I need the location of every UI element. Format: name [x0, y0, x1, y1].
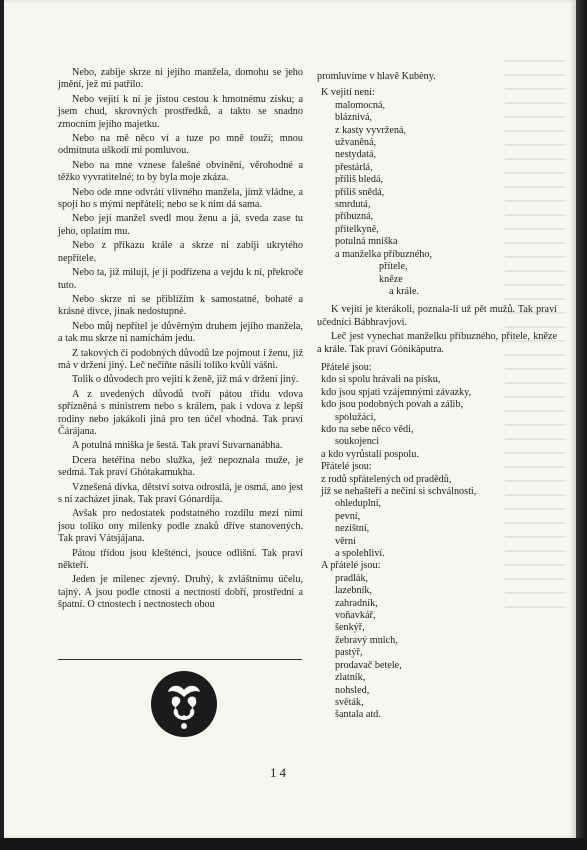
paragraph: Nebo vejití k ní je jistou cestou k hmotnému zisku; a jsem chud, skrovných prostředků, a takto se snadno zmocním jejího majetku. [58, 93, 303, 130]
list-item: a manželka příbuzného, [335, 248, 433, 260]
list-item: již se nehašteří a nečiní si schválnosti, [321, 486, 477, 497]
list-item: kdo na sebe něco vědí, [321, 423, 414, 435]
list-heading: A přátelé jsou: [321, 560, 381, 572]
list-item: smrdutá, [335, 199, 371, 211]
list-item: spolužáci, [335, 411, 377, 423]
list-item: příliš bledá, [335, 174, 384, 186]
list-item: nezištní, [335, 523, 370, 535]
list-item: a krále. [389, 285, 419, 297]
paragraph: Leč jest vynechat manželku příbuzného, přítele, kněze a krále. Tak praví Gónikáputra. [317, 331, 557, 355]
paragraph: Nebo z příkazu krále a skrze ni zabiji ukrytého nepřítele. [58, 240, 303, 264]
paragraph: Tolik o důvodech pro vejití k ženě, již má v držení jiný. [72, 374, 299, 386]
list-item: kněze [379, 273, 403, 285]
list-item: kdo si spolu hrávali na písku, [321, 374, 441, 386]
list-item: kdo jsou podobných povah a zálib, [321, 399, 464, 411]
paragraph: Dcera hetéřina nebo služka, jež nepoznala muže, je sedmá. Tak praví Ghótakamukha. [58, 454, 303, 479]
list-item: a spolehliví. [335, 548, 385, 560]
paragraph: Nebo její manžel svedl mou ženu a já, sveda zase tu jeho, oplatím mu. [58, 213, 303, 237]
paragraph: Nebo na mě něco ví a tuze po mně touží; mnou odmítnuta uškodí mi pomluvou. [58, 133, 303, 157]
list-item: šantala atd. [335, 709, 381, 721]
paragraph: Jeden je milenec zjevný. Druhý, k zvláštnímu účelu, tajný. A jsou podle ctností a nectností dobří, prostřední a špatní. O ctnostech i nectnostech obou [58, 574, 303, 611]
list-item: příbuzná, [335, 211, 374, 223]
list-item: pastýř, [335, 647, 363, 659]
paragraph: A potulná mniška je šestá. Tak praví Suvarnanábha. [72, 440, 283, 452]
list-item: příliš snědá, [335, 186, 385, 198]
list-item: přítele, [379, 261, 408, 273]
paragraph: Nebo na mne vznese falešné obvinění, věrohodné a těžko vyvratitelné; to by byla moje zkáza. [58, 159, 303, 184]
list-item: malomocná, [335, 99, 386, 111]
list-item: kdo jsou spjati vzájemnými závazky, [321, 386, 472, 398]
list-item: přestárlá, [335, 161, 373, 173]
horizontal-rule [58, 659, 302, 660]
list-item: voňavkář, [335, 610, 376, 622]
list-item: soukojenci [335, 436, 380, 448]
list-item: zlatník, [335, 672, 366, 684]
ornament-icon [150, 670, 218, 738]
list-item: žebravý mnich, [335, 634, 398, 646]
page-edge-shadow [576, 0, 587, 850]
left-column [58, 67, 303, 614]
list-item: bláznivá, [335, 112, 373, 124]
paragraph: Pátou třídou jsou klešténci, jsouce odlišní. Tak praví někteří. [58, 547, 303, 572]
text-line: promluvíme v hlavě Kubèny. [317, 71, 436, 82]
list-item: z rodů spřátelených od pradědů, [321, 473, 452, 485]
paragraph: A z uvedených důvodů tvoří pátou třídu vdova spřízněná s ministrem nebo s králem, pak i vdova z lepší rodiny nebo jakákoli jiná pro ten účel vhodná. Tak praví Čárájana. [58, 388, 303, 437]
list-item: pevní, [335, 510, 361, 522]
list-item: lazebník, [335, 585, 373, 597]
list-item: věrní [335, 535, 356, 547]
list-heading: Přátelé jsou: [321, 361, 372, 373]
right-column [317, 71, 557, 722]
list-item: pradlák, [335, 572, 369, 584]
list-heading: K vejití není: [321, 87, 375, 99]
list-item: potulná mniška [335, 236, 398, 248]
list-item: z kasty vyvržená, [335, 124, 406, 136]
paragraph: K vejití je kterákoli, poznala-li už pět mužů. Tak praví učedníci Bábhravjovi. [317, 304, 557, 328]
list-item: přítelkyně, [335, 223, 379, 235]
list-item: nestydatá, [335, 149, 377, 161]
list-item: nohsled, [335, 684, 370, 696]
paragraph: Nebo, zabije skrze ni jejího manžela, domohu se jeho jmění, jež mi patřilo. [58, 67, 303, 91]
list-item: užvaněná, [335, 137, 377, 149]
list-item: zahradník, [335, 597, 378, 609]
paragraph: Nebo ta, již miluji, je jí podřízena a vejdu k ní, překroče tuto. [58, 267, 303, 291]
list-heading: Přátelé jsou: [321, 461, 372, 473]
paragraph: Nebo skrze ni se přiblížím k samostatné, bohaté a krásné dívce, jinak nedostupné. [58, 293, 303, 318]
paragraph: Nebo ode mne odvrátí vlivného manžela, jímž vládne, a spojí ho s mými nepřáteli; nebo se k nim dá sama. [58, 186, 303, 211]
paragraph: Avšak pro nedostatek podstatného rozdílu mezi nimi jsou toliko ony milenky podle znaků dříve stanovených. Tak praví Vátsjájana. [58, 508, 303, 545]
paragraph: Vznešená dívka, dětství sotva odrostlá, je osmá, ano jest s ní zacházet jinak. Tak praví Gónardíja. [58, 481, 303, 505]
paragraph: Z takových či podobných důvodů lze pojmout i ženu, již má v držení jiný. Leč nečiňte násilí toliko kvůli vášni. [58, 347, 303, 371]
page-number: 14 [270, 765, 289, 780]
list-item: ohleduplní, [335, 498, 382, 510]
list-item: a kdo vyrůstali pospolu. [321, 448, 419, 460]
page-bottom-edge [0, 838, 587, 850]
list-item: šenkýř, [335, 622, 365, 634]
paragraph: Nebo můj nepřítel je důvěrným druhem jejího manžela, a tak mu skrze ni namíchám jedu. [58, 320, 303, 345]
list-item: světák, [335, 696, 364, 708]
list-item: prodavač betele, [335, 659, 402, 671]
